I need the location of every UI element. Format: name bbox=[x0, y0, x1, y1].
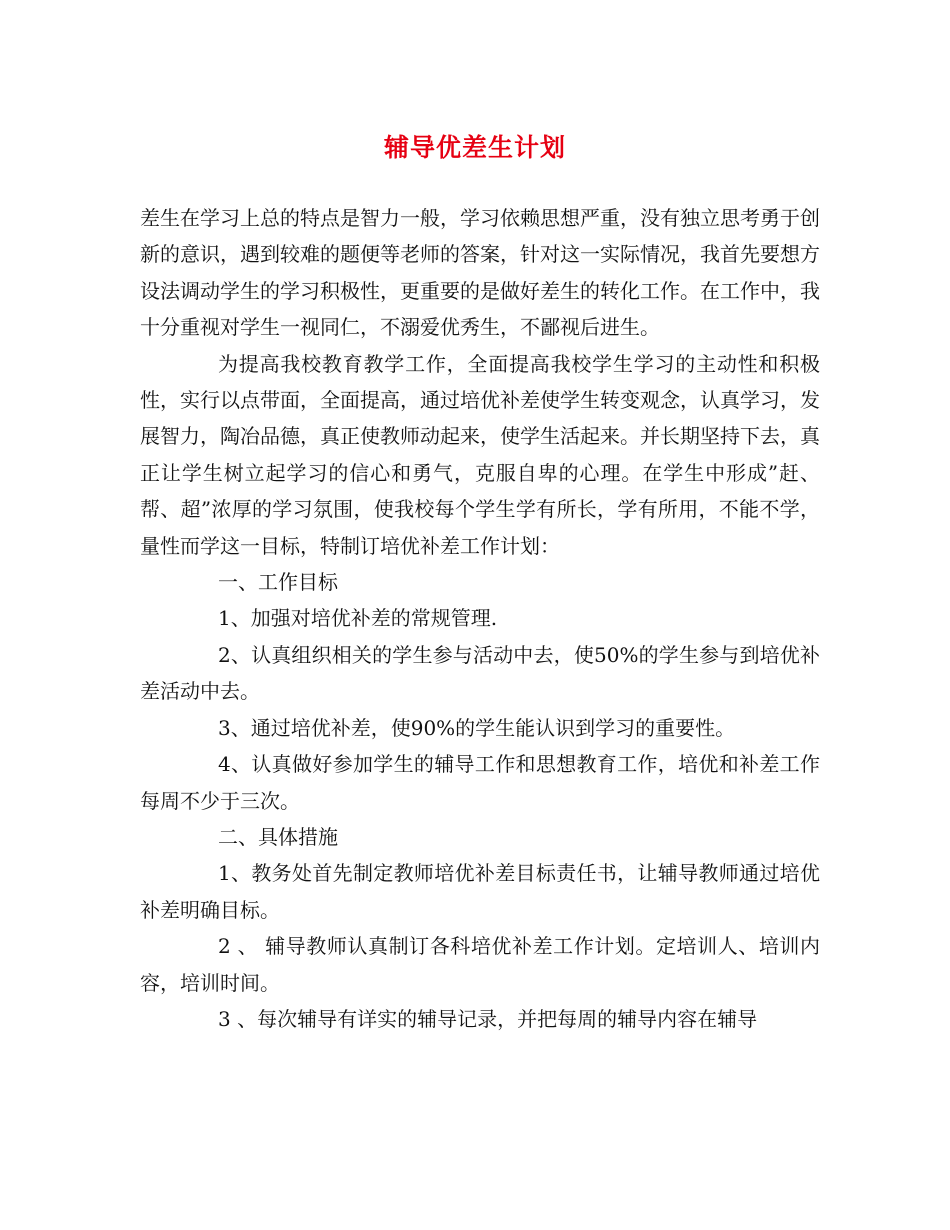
goal-item-2: 2、认真组织相关的学生参与活动中去，使50%的学生参与到培优补差活动中去。 bbox=[140, 642, 820, 704]
document-title: 辅导优差生计划 bbox=[383, 133, 566, 162]
measure-item-1: 1、教务处首先制定教师培优补差目标责任书，让辅导教师通过培优补差明确目标。 bbox=[140, 861, 820, 922]
goal-item-4: 4、认真做好参加学生的辅导工作和思想教育工作，培优和补差工作每周不少于三次。 bbox=[140, 752, 820, 813]
goal-item-3: 3、通过培优补差，使90%的学生能认识到学习的重要性。 bbox=[218, 715, 736, 740]
measure-item-3: 3 、每次辅导有详实的辅导记录，并把每周的辅导内容在辅导 bbox=[218, 1006, 758, 1031]
paragraph-purpose: 为提高我校教育教学工作，全面提高我校学生学习的主动性和积极性，实行以点带面，全面提高，通过培优补差使学生转变观念，认真学习，发展智力，陶冶品德，真正使教师动起来，使学生活起来。并长期坚持下去，真正让学生树立起学习的信心和勇气，克服自卑的心理。在学生中形成”赶、帮、超”浓厚的学习氛围，使我校每个学生学有所长，学有所用，不能不学，量性而学这一目标，特制订培优补差工作计划： bbox=[140, 351, 820, 558]
measure-item-2: 2 、 辅导教师认真制订各科培优补差工作计划。定培训人、培训内容，培训时间。 bbox=[140, 934, 820, 995]
section-heading-measures: 二、具体措施 bbox=[218, 824, 338, 849]
document-body bbox=[140, 200, 820, 1037]
section-heading-goals: 一、工作目标 bbox=[218, 570, 338, 595]
goal-item-1: 1、加强对培优补差的常规管理. bbox=[218, 606, 498, 631]
paragraph-intro: 差生在学习上总的特点是智力一般，学习依赖思想严重，没有独立思考勇于创新的意识，遇到较难的题便等老师的答案，针对这一实际情况，我首先要想方设法调动学生的学习积极性，更重要的是做好差生的转化工作。在工作中，我十分重视对学生一视同仁，不溺爱优秀生，不鄙视后进生。 bbox=[140, 206, 820, 340]
